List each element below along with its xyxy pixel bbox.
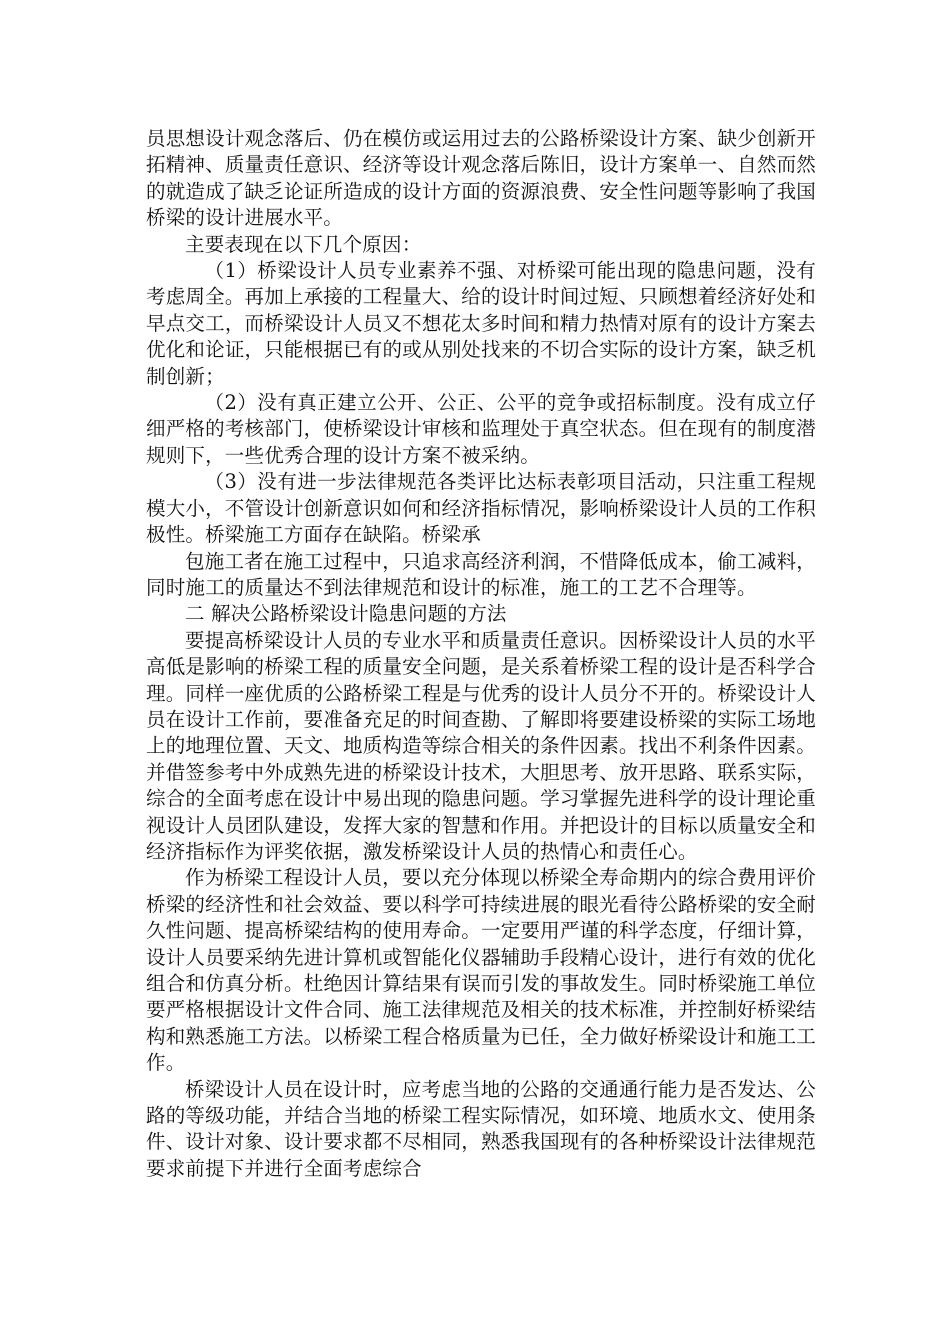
paragraph-reason-1: （1）桥梁设计人员专业素养不强、对桥梁可能出现的隐患问题，没有考虑周全。再加上承接的工程量大、给的设计时间过短、只顾想着经济好处和早点交工，而桥梁设计人员又不想花太多时间和精力热情对原有的设计方案去优化和论证，只能根据已有的或从别处找来的不切合实际的设计方案，缺乏机制创新； xyxy=(146,259,816,388)
paragraph-construction-defects: 包施工者在施工过程中，只追求高经济利润，不惜降低成本，偷工减料，同时施工的质量达不到法律规范和设计的标准，施工的工艺不合理等。 xyxy=(146,549,816,599)
paragraph-reason-2: （2）没有真正建立公开、公正、公平的竞争或招标制度。没有成立仔细严格的考核部门，使桥梁设计审核和监理处于真空状态。但在现有的制度潜规则下，一些优秀合理的设计方案不被采纳。 xyxy=(146,391,816,467)
paragraph-continuation: 员思想设计观念落后、仍在模仿或运用过去的公路桥梁设计方案、缺少创新开拓精神、质量责任意识、经济等设计观念落后陈旧，设计方案单一、自然而然的就造成了缺乏论证所造成的设计方面的资源浪费、安全性问题等影响了我国桥梁的设计进展水平。 xyxy=(146,127,816,230)
paragraph-main-reasons-intro: 主要表现在以下几个原因： xyxy=(185,232,422,256)
paragraph-improve-designers: 要提高桥梁设计人员的专业水平和质量责任意识。因桥梁设计人员的水平高低是影响的桥梁工程的质量安全问题，是关系着桥梁工程的设计是否科学合理。同样一座优质的公路桥梁工程是与优秀的设计人员分不开的。桥梁设计人员在设计工作前，要准备充足的时间查勘、了解即将要建设桥梁的实际工场地上的地理位置、天文、地质构造等综合相关的条件因素。找出不利条件因素。并借签参考中外成熟先进的桥梁设计技术，大胆思考、放开思路、联系实际，综合的全面考虑在设计中易出现的隐患问题。学习掌握先进科学的设计理论重视设计人员团队建设，发挥大家的智慧和作用。并把设计的目标以质量安全和经济指标作为评奖依据，激发桥梁设计人员的热情心和责任心。 xyxy=(146,628,816,863)
paragraph-reason-3: （3）没有进一步法律规范各类评比达标表彰项目活动，只注重工程规模大小，不管设计创新意识如何和经济指标情况，影响桥梁设计人员的工作积极性。桥梁施工方面存在缺陷。桥梁承 xyxy=(146,470,816,547)
section-heading: 二 解决公路桥梁设计隐患问题的方法 xyxy=(185,602,507,626)
paragraph-local-conditions: 桥梁设计人员在设计时，应考虑当地的公路的交通通行能力是否发达、公路的等级功能，并结合当地的桥梁工程实际情况，如环境、地质水文、使用条件、设计对象、设计要求都不尽相同，熟悉我国现有的各种桥梁设计法律规范要求前提下并进行全面考虑综合 xyxy=(146,1077,816,1180)
paragraph-lifecycle-cost: 作为桥梁工程设计人员，要以充分体现以桥梁全寿命期内的综合费用评价桥梁的经济性和社会效益、要以科学可持续进展的眼光看待公路桥梁的安全耐久性问题、提高桥梁结构的使用寿命。一定要用严谨的科学态度，仔细计算，设计人员要采纳先进计算机或智能化仪器辅助手段精心设计，进行有效的优化组合和仿真分析。杜绝因计算结果有误而引发的事故发生。同时桥梁施工单位要严格根据设计文件合同、施工法律规范及相关的技术标准，并控制好桥梁结构和熟悉施工方法。以桥梁工程合格质量为已任，全力做好桥梁设计和施工工作。 xyxy=(146,866,816,1075)
document-body xyxy=(146,126,816,1182)
